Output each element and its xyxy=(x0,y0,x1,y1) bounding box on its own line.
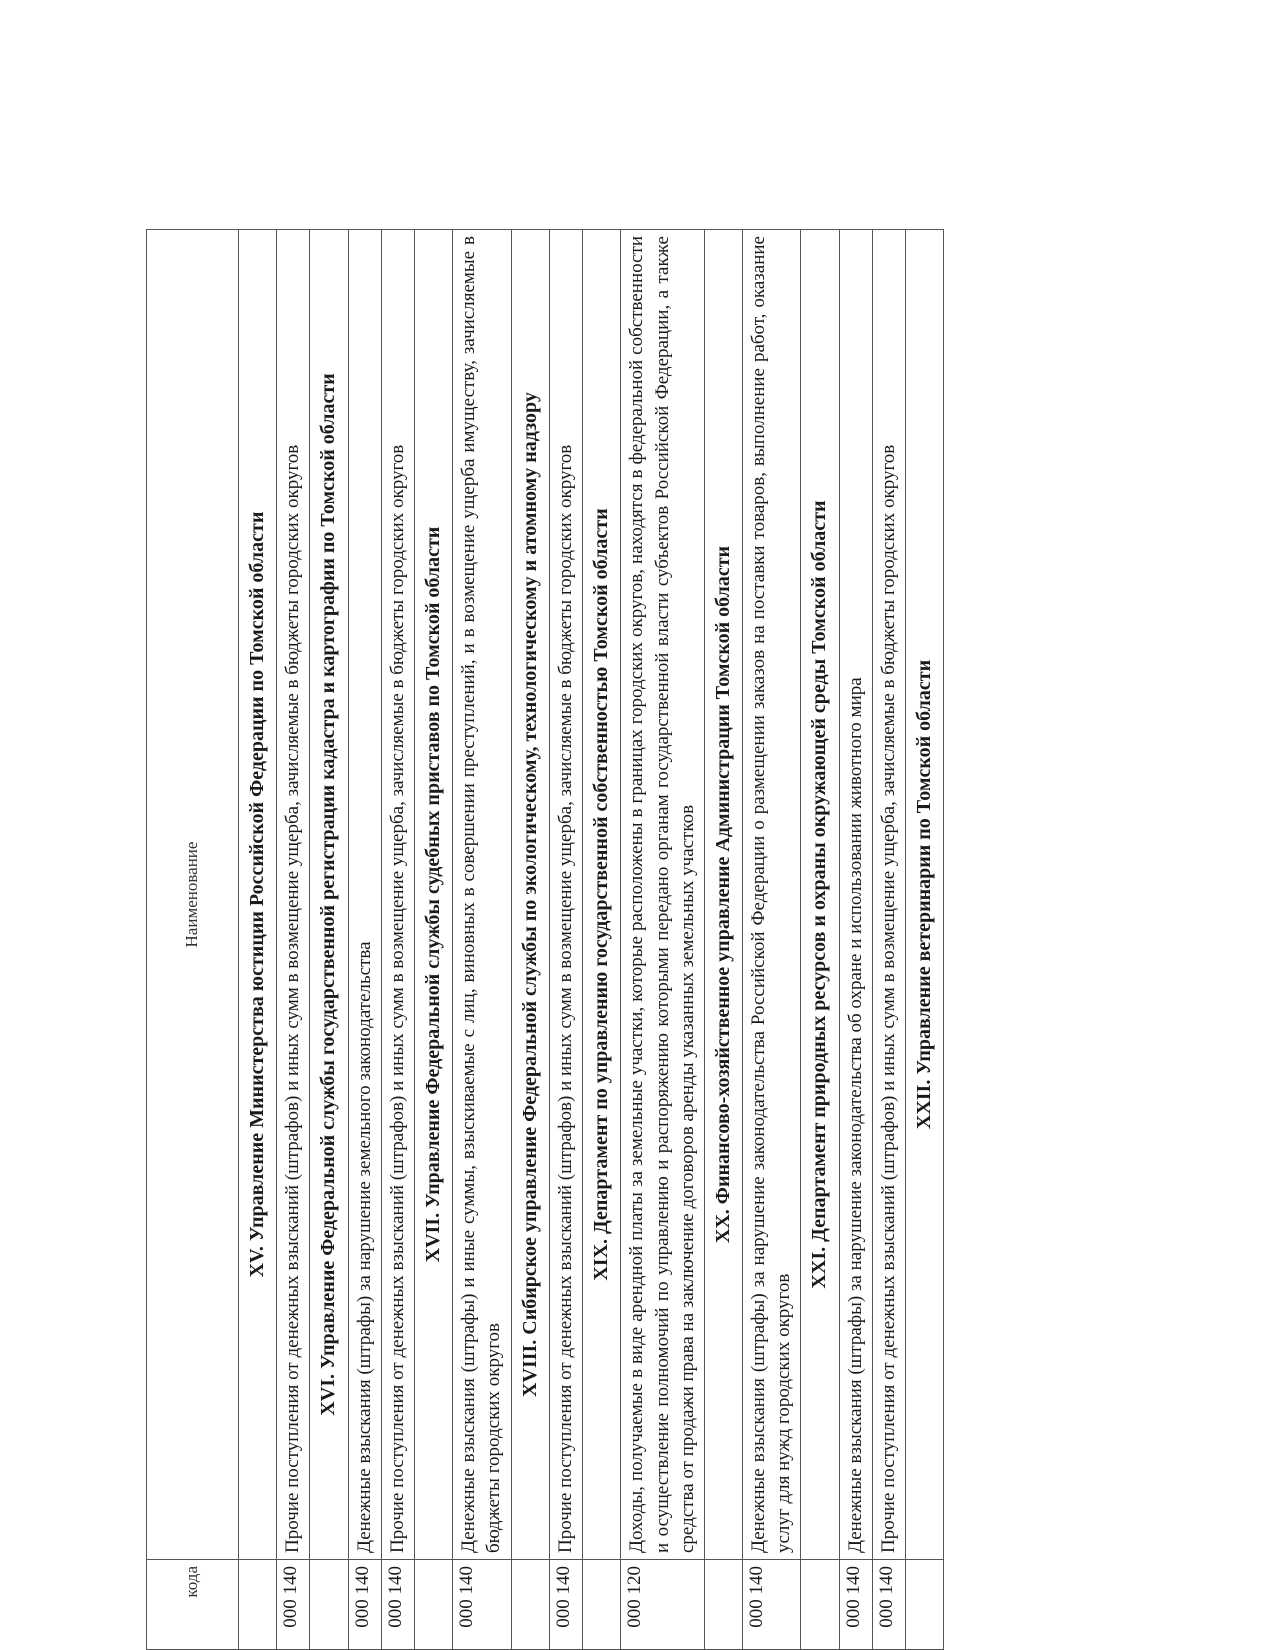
section-title: XV. Управление Министерства юстиции Российской Федерации по Томской области xyxy=(239,230,277,1560)
code-value: 000 140 xyxy=(842,1566,864,1628)
code-cell xyxy=(621,1560,704,1650)
section-row xyxy=(704,230,742,1650)
table-row xyxy=(743,230,801,1650)
section-title: XVIII. Сибирское управление Федеральной службы по экологическому, технологическому и атомному надзору xyxy=(511,230,549,1560)
section-row xyxy=(511,230,549,1650)
code-cell xyxy=(348,1560,381,1650)
section-row xyxy=(415,230,453,1650)
section-title: XIX. Департамент по управлению государственной собственностью Томской области xyxy=(583,230,621,1560)
table-row xyxy=(348,230,381,1650)
section-title: XVII. Управление Федеральной службы судебных приставов по Томской области xyxy=(415,230,453,1560)
table-body xyxy=(147,230,944,1650)
item-description: Доходы, получаемые в виде арендной платы за земельные участки, которые расположены в границах городских округов, находятся в федеральной собственности и осуществление полномочий по управлению и распоряжению которыми передано органам государственной власти субъектов Российской Федерации, а также средства от продажи права на заключение договоров аренды указанных земельных участков xyxy=(621,230,704,1560)
item-description: Денежные взыскания (штрафы) за нарушение законодательства об охране и использовании животного мира xyxy=(839,230,872,1560)
section-title: XXI. Департамент природных ресурсов и охраны окружающей среды Томской области xyxy=(801,230,839,1560)
code-cell xyxy=(511,1560,549,1650)
code-cell xyxy=(239,1560,277,1650)
rotated-page-content xyxy=(146,230,1226,1650)
section-row xyxy=(239,230,277,1650)
section-row xyxy=(801,230,839,1650)
code-cell xyxy=(277,1560,310,1650)
code-cell xyxy=(872,1560,905,1650)
section-row xyxy=(310,230,348,1650)
table-row xyxy=(277,230,310,1650)
item-description: Прочие поступления от денежных взысканий (штрафов) и иных сумм в возмещение ущерба, зачисляемые в бюджеты городских округов xyxy=(277,230,310,1560)
item-description: Прочие поступления от денежных взысканий (штрафов) и иных сумм в возмещение ущерба, зачисляемые в бюджеты городских округов xyxy=(872,230,905,1560)
code-value: 000 120 xyxy=(624,1566,646,1628)
item-description: Денежные взыскания (штрафы) за нарушение земельного законодательства xyxy=(348,230,381,1560)
code-value: 000 140 xyxy=(746,1566,768,1628)
code-value: 000 140 xyxy=(351,1566,373,1628)
code-value: 000 140 xyxy=(552,1566,574,1628)
code-cell xyxy=(549,1560,582,1650)
code-value: 000 140 xyxy=(280,1566,302,1628)
budget-codes-table xyxy=(146,229,944,1650)
section-row xyxy=(905,230,943,1650)
item-description: Прочие поступления от денежных взысканий (штрафов) и иных сумм в возмещение ущерба, зачисляемые в бюджеты городских округов xyxy=(549,230,582,1560)
code-cell xyxy=(839,1560,872,1650)
section-title: XXII. Управление ветеринарии по Томской области xyxy=(905,230,943,1560)
code-cell xyxy=(801,1560,839,1650)
code-value: 000 140 xyxy=(384,1566,406,1628)
item-description: Денежные взыскания (штрафы) за нарушение законодательства Российской Федерации о размещении заказов на поставки товаров, выполнение работ, оказание услуг для нужд городских округов xyxy=(743,230,801,1560)
code-cell xyxy=(905,1560,943,1650)
table-row xyxy=(872,230,905,1650)
code-cell xyxy=(310,1560,348,1650)
table-row xyxy=(839,230,872,1650)
item-description: Прочие поступления от денежных взысканий (штрафов) и иных сумм в возмещение ущерба, зачисляемые в бюджеты городских округов xyxy=(381,230,414,1560)
code-cell xyxy=(583,1560,621,1650)
table-row xyxy=(453,230,511,1650)
code-cell xyxy=(704,1560,742,1650)
table-header-row xyxy=(147,230,239,1650)
code-value: 000 140 xyxy=(875,1566,897,1628)
table-row xyxy=(621,230,704,1650)
section-row xyxy=(583,230,621,1650)
header-code-cell: кода xyxy=(147,1560,239,1650)
code-cell xyxy=(381,1560,414,1650)
table-row xyxy=(381,230,414,1650)
table-row xyxy=(549,230,582,1650)
code-value: 000 140 xyxy=(456,1566,478,1628)
section-title: XX. Финансово-хозяйственное управление Администрации Томской области xyxy=(704,230,742,1560)
section-title: XVI. Управление Федеральной службы государственной регистрации кадастра и картографии по Томской области xyxy=(310,230,348,1560)
code-cell xyxy=(453,1560,511,1650)
header-name-cell: Наименование xyxy=(147,230,239,1560)
code-cell xyxy=(415,1560,453,1650)
item-description: Денежные взыскания (штрафы) и иные суммы, взыскиваемые с лиц, виновных в совершении преступлений, и в возмещение ущерба имуществу, зачисляемые в бюджеты городских округов xyxy=(453,230,511,1560)
code-cell xyxy=(743,1560,801,1650)
